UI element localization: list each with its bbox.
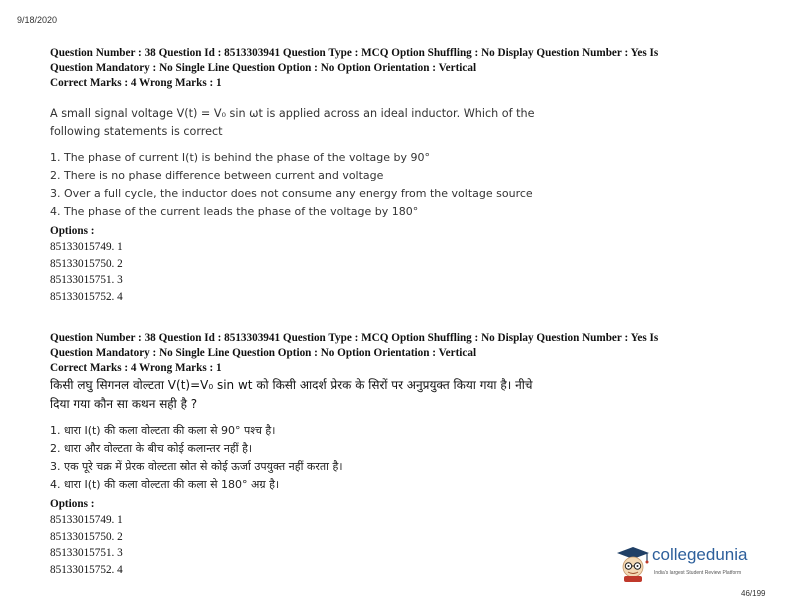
option-item: 85133015750. 2 xyxy=(50,530,123,543)
statement-list xyxy=(50,422,750,494)
question-block-hindi xyxy=(50,331,750,578)
print-date: 9/18/2020 xyxy=(17,15,58,25)
question-marks: Correct Marks : 4 Wrong Marks : 1 xyxy=(50,362,222,374)
collegedunia-logo xyxy=(616,545,766,585)
question-header-line-1: Question Number : 38 Question Id : 8513303941 Question Type : MCQ Option Shuffling : No Display Question Number : Yes Is xyxy=(50,332,659,344)
statement-item: 2. धारा और वोल्टता के बीच कोई कलान्तर नहीं है। xyxy=(50,442,253,455)
question-text: A small signal voltage V(t) = V₀ sin ωt is applied across an ideal inductor. Which of the following statements is correct xyxy=(50,107,535,138)
question-marks: Correct Marks : 4 Wrong Marks : 1 xyxy=(50,77,222,89)
options-label: Options : xyxy=(50,498,95,510)
statement-item: 3. एक पूरे चक्र में प्रेरक वोल्टता स्रोत से कोई ऊर्जा उपयुक्त नहीं करता है। xyxy=(50,460,343,473)
statement-list xyxy=(50,149,750,221)
statement-item: 4. The phase of the current leads the phase of the voltage by 180° xyxy=(50,205,419,218)
option-item: 85133015752. 4 xyxy=(50,290,123,303)
logo-tagline: India's largest Student Review Platform xyxy=(654,570,742,576)
statement-item: 3. Over a full cycle, the inductor does not consume any energy from the voltage source xyxy=(50,187,533,200)
option-item: 85133015750. 2 xyxy=(50,257,123,270)
option-item: 85133015749. 1 xyxy=(50,514,123,526)
options-label: Options : xyxy=(50,225,95,237)
question-block-english xyxy=(50,46,750,305)
option-item: 85133015749. 1 xyxy=(50,241,123,253)
question-header-line-2: Question Mandatory : No Single Line Question Option : No Option Orientation : Vertical xyxy=(50,347,477,359)
page-number: 46/199 xyxy=(741,589,766,598)
question-header-line-1: Question Number : 38 Question Id : 8513303941 Question Type : MCQ Option Shuffling : No Display Question Number : Yes Is xyxy=(50,47,659,59)
statement-item: 4. धारा I(t) की कला वोल्टता की कला से 180° अग्र है। xyxy=(50,478,280,491)
option-item: 85133015751. 3 xyxy=(50,547,123,559)
question-header-line-2: Question Mandatory : No Single Line Question Option : No Option Orientation : Vertical xyxy=(50,62,477,74)
question-text: किसी लघु सिगनल वोल्टता V(t)=V₀ sin wt को किसी आदर्श प्रेरक के सिरों पर अनुप्रयुक्त किया गया है। नीचे दिया गया कौन सा कथन सही है ? xyxy=(50,378,533,411)
option-item: 85133015752. 4 xyxy=(50,563,123,576)
option-item: 85133015751. 3 xyxy=(50,274,123,286)
statement-item: 1. The phase of current I(t) is behind the phase of the voltage by 90° xyxy=(50,151,431,164)
logo-wordmark: collegedunia xyxy=(652,545,748,564)
statement-item: 1. धारा I(t) की कला वोल्टता की कला से 90° पश्च है। xyxy=(50,424,276,437)
statement-item: 2. There is no phase difference between current and voltage xyxy=(50,169,384,182)
graduate-mascot-icon xyxy=(616,545,650,583)
